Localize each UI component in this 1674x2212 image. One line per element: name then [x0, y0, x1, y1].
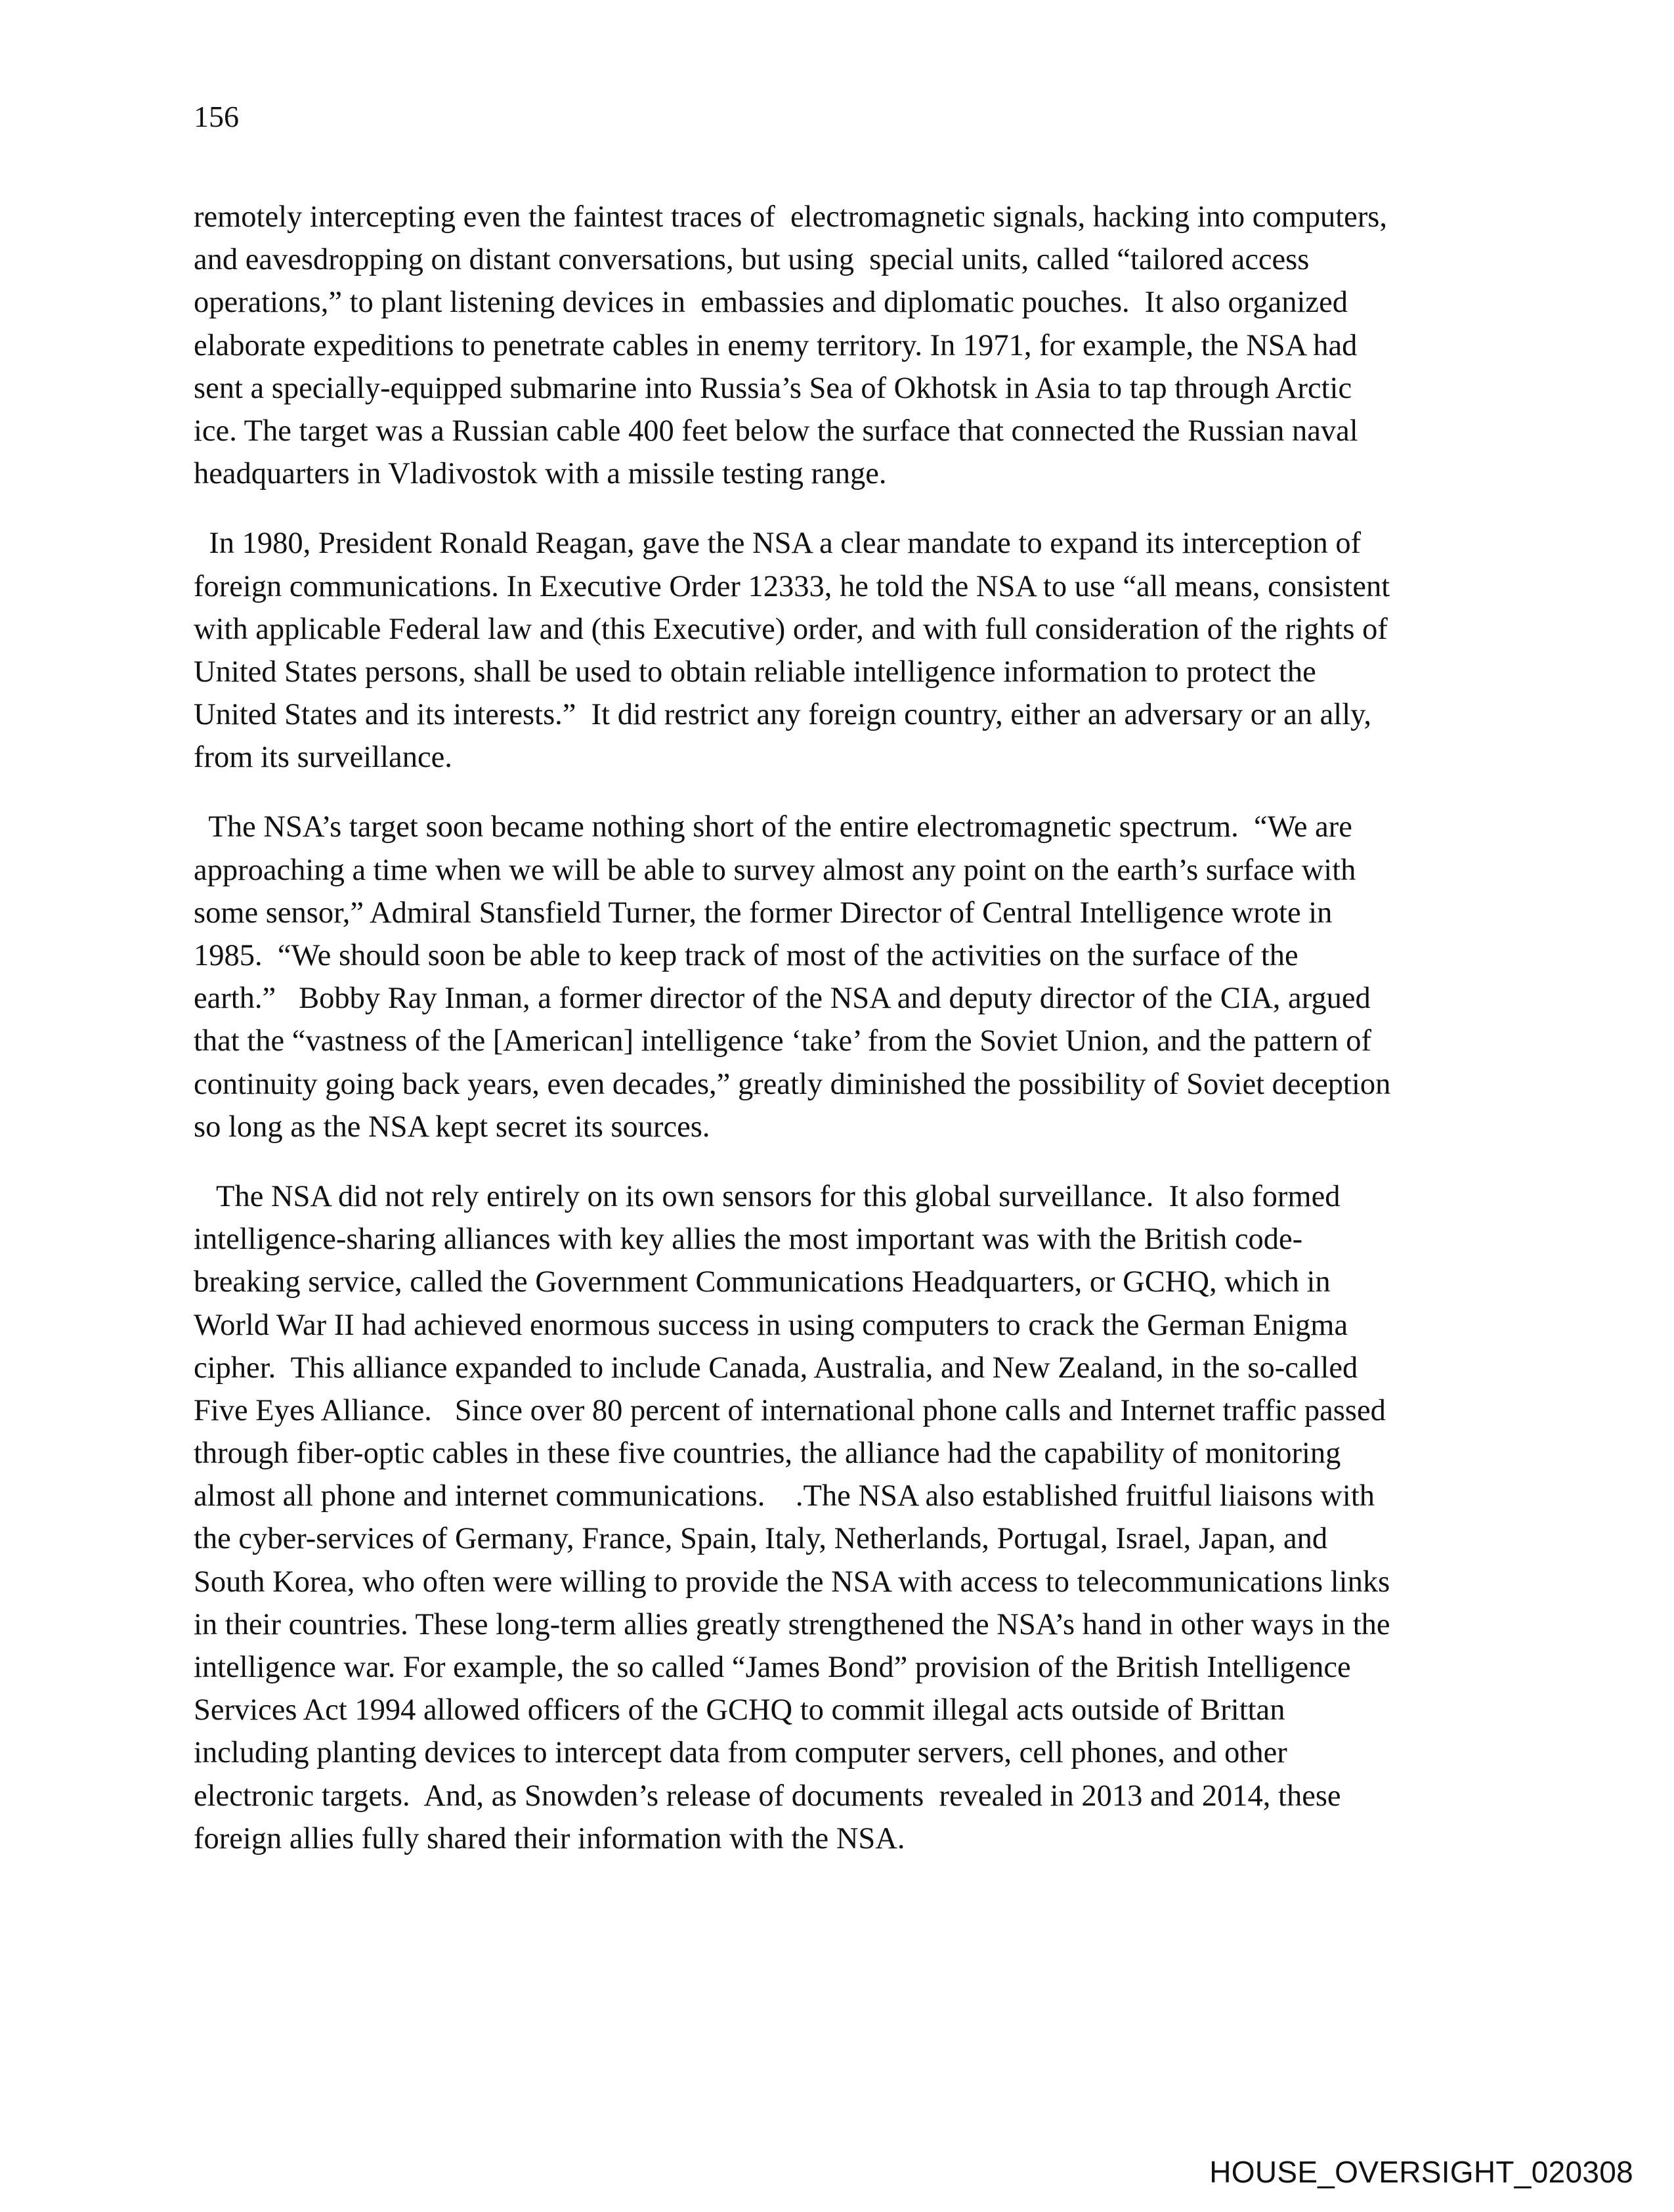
text-line: The NSA’s target soon became nothing short of the entire electromagnetic spectrum. “We are — [194, 810, 1352, 844]
text-line: United States persons, shall be used to obtain reliable intelligence information to protect the — [194, 655, 1316, 689]
text-line: operations,” to plant listening devices in embassies and diplomatic pouches. It also organized — [194, 286, 1348, 320]
text-line: so long as the NSA kept secret its sources. — [194, 1110, 710, 1144]
text-line: earth.” Bobby Ray Inman, a former director of the NSA and deputy director of the CIA, argued — [194, 982, 1371, 1016]
text-line: breaking service, called the Government Communications Headquarters, or GCHQ, which in — [194, 1265, 1331, 1299]
text-line: some sensor,” Admiral Stansfield Turner, the former Director of Central Intelligence wrote in — [194, 896, 1333, 930]
text-line: electronic targets. And, as Snowden’s release of documents revealed in 2013 and 2014, these — [194, 1779, 1341, 1813]
text-line: sent a specially-equipped submarine into Russia’s Sea of Okhotsk in Asia to tap through Arctic — [194, 371, 1352, 405]
text-line: South Korea, who often were willing to provide the NSA with access to telecommunications links — [194, 1565, 1390, 1599]
paragraph-2 — [194, 522, 1477, 779]
text-line: that the “vastness of the [American] intelligence ‘take’ from the Soviet Union, and the pattern of — [194, 1024, 1371, 1058]
text-line: continuity going back years, even decades,” greatly diminished the possibility of Soviet deception — [194, 1067, 1391, 1101]
text-line: approaching a time when we will be able to survey almost any point on the earth’s surface with — [194, 853, 1356, 887]
paragraph-1 — [194, 196, 1477, 495]
text-line: the cyber-services of Germany, France, Spain, Italy, Netherlands, Portugal, Israel, Japan, and — [194, 1522, 1328, 1556]
text-line: United States and its interests.” It did restrict any foreign country, either an adversary or an ally, — [194, 698, 1371, 732]
text-line: Services Act 1994 allowed officers of the GCHQ to commit illegal acts outside of Brittan — [194, 1693, 1285, 1727]
text-line: cipher. This alliance expanded to include Canada, Australia, and New Zealand, in the so-called — [194, 1351, 1358, 1385]
text-line: ice. The target was a Russian cable 400 feet below the surface that connected the Russian naval — [194, 414, 1358, 448]
page-number: 156 — [194, 100, 239, 133]
text-line: foreign allies fully shared their information with the NSA. — [194, 1821, 905, 1855]
text-line: in their countries. These long-term allies greatly strengthened the NSA’s hand in other ways in the — [194, 1607, 1390, 1641]
paragraph-4 — [194, 1175, 1477, 1860]
text-line: In 1980, President Ronald Reagan, gave the NSA a clear mandate to expand its interception of — [194, 527, 1362, 561]
text-line: 1985. “We should soon be able to keep track of most of the activities on the surface of the — [194, 939, 1298, 972]
text-line: remotely intercepting even the faintest traces of electromagnetic signals, hacking into computers, — [194, 200, 1388, 234]
text-line: World War II had achieved enormous success in using computers to crack the German Enigma — [194, 1308, 1348, 1342]
text-line: foreign communications. In Executive Order 12333, he told the NSA to use “all means, consistent — [194, 569, 1390, 603]
paragraph-3 — [194, 806, 1477, 1148]
text-line: including planting devices to intercept data from computer servers, cell phones, and other — [194, 1736, 1287, 1770]
text-line: The NSA did not rely entirely on its own sensors for this global surveillance. It also formed — [194, 1179, 1341, 1213]
text-line: intelligence-sharing alliances with key allies the most important was with the British code- — [194, 1223, 1303, 1257]
text-line: elaborate expeditions to penetrate cables in enemy territory. In 1971, for example, the NSA had — [194, 328, 1358, 362]
text-line: intelligence war. For example, the so called “James Bond” provision of the British Intelligence — [194, 1651, 1351, 1684]
text-line: almost all phone and internet communications. .The NSA also established fruitful liaisons with — [194, 1479, 1375, 1513]
text-line: and eavesdropping on distant conversations, but using special units, called “tailored access — [194, 243, 1310, 277]
bates-stamp: HOUSE_OVERSIGHT_020308 — [1209, 2155, 1633, 2189]
text-line: Five Eyes Alliance. Since over 80 percent of international phone calls and Internet traffic passed — [194, 1393, 1386, 1427]
text-line: headquarters in Vladivostok with a missile testing range. — [194, 457, 887, 491]
text-line: through fiber-optic cables in these five countries, the alliance had the capability of monitoring — [194, 1437, 1341, 1471]
text-line: with applicable Federal law and (this Executive) order, and with full consideration of the rights of — [194, 612, 1388, 646]
text-line: from its surveillance. — [194, 741, 452, 775]
body-text — [194, 196, 1477, 1887]
